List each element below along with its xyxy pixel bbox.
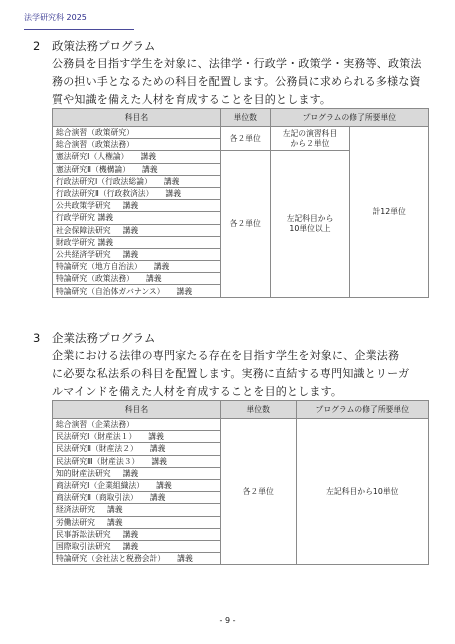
course-name: 民事訴訟法研究 (56, 529, 111, 539)
course-cell (53, 151, 221, 163)
section-2-line-1: 公務員を目指す学生を対象に、法律学・行政学・政策学・実務等、政策法 (52, 57, 422, 70)
table-row (53, 419, 429, 431)
course-name: 総合演習（企業法務） (56, 420, 134, 430)
course-name: 特論研究（会社法と税務会計） (56, 554, 166, 564)
course-name: 行政法研究Ⅱ（行政救済法） (56, 189, 154, 199)
course-cell (53, 528, 221, 540)
section-3-heading (33, 330, 155, 346)
course-cell (53, 431, 221, 443)
requirement-line: 左記の演習科目 (282, 128, 338, 138)
course-cell (53, 467, 221, 479)
course-cell (53, 187, 221, 199)
section-2-description (52, 55, 432, 109)
running-header (24, 12, 134, 30)
section-3-line-1: 企業における法律の専門家たる存在を目指す学生を対象に、企業法務 (52, 349, 400, 362)
course-name: 行政法研究Ⅰ（行政法総論） (56, 176, 152, 186)
table-row (53, 127, 429, 139)
course-name: 財政学研究 講義 (56, 237, 114, 247)
course-cell (53, 492, 221, 504)
requirement-line: から２単位 (290, 138, 330, 148)
course-type: 講義 (176, 286, 193, 296)
course-name: 商法研究Ⅱ（商取引法） (56, 493, 138, 503)
course-cell (53, 175, 221, 187)
requirement-line: 左記科目から (286, 214, 334, 223)
course-name: 社会保障法研究 (56, 225, 111, 235)
course-cell (53, 455, 221, 467)
course-type: 講義 (163, 176, 180, 186)
course-name: 特論研究（地方自治法） (56, 262, 142, 272)
course-name: 憲法研究Ⅰ（人権論） (56, 152, 129, 162)
course-type: 講義 (151, 456, 167, 466)
section-2-title: 政策法務プログラム (51, 39, 156, 53)
course-cell (53, 540, 221, 552)
course-cell (53, 139, 221, 151)
section-2-line-2: 務の担い手となるための科目を配置します。公務員に求められる多様な資 (52, 75, 421, 88)
section-3-line-3: ルマインドを備えた人材を育成することを目的とします。 (52, 385, 343, 398)
section-3-title: 企業法務プログラム (51, 331, 156, 345)
units-cell: 各２単位 (220, 127, 270, 151)
course-cell (53, 273, 221, 285)
table-header-row (53, 109, 429, 127)
course-type: 講義 (149, 444, 166, 454)
section-3-description (52, 347, 432, 401)
header-title: 法学研究科 2025 (24, 13, 87, 22)
course-type: 講義 (153, 262, 170, 272)
section-2-line-3: 質や知識を備えた人材を育成することを目的とします。 (52, 93, 332, 106)
requirement-cell (270, 127, 350, 151)
units-cell: 各２単位 (220, 151, 270, 297)
requirement-cell: 左記科目から10単位 (296, 419, 428, 565)
section-3-number: 3 (33, 331, 41, 345)
course-cell (53, 163, 221, 175)
course-cell (53, 236, 221, 248)
course-name: 行政学研究 講義 (56, 213, 114, 223)
course-cell (53, 212, 221, 224)
course-type: 講義 (140, 152, 157, 162)
page-number: - 9 - (219, 616, 236, 625)
course-type: 講義 (122, 468, 139, 478)
course-type: 講義 (122, 225, 139, 235)
header-course-name: 科目名 (53, 109, 221, 127)
section-2-number: 2 (33, 39, 41, 53)
course-cell (53, 261, 221, 273)
course-name: 憲法研究Ⅱ（機構論） (56, 164, 131, 174)
section-3-course-table (52, 400, 429, 565)
requirement-line: 10単位以上 (289, 224, 331, 233)
course-type: 講義 (106, 517, 123, 527)
requirement-cell (270, 151, 350, 297)
course-name: 民法研究Ⅱ（財産法２） (56, 444, 138, 454)
course-name: 総合演習（政策研究） (56, 128, 134, 138)
course-cell (53, 553, 221, 565)
header-requirement: プログラムの修了所要単位 (296, 401, 428, 419)
course-name: 知的財産法研究 (56, 468, 111, 478)
course-name: 経済法研究 (56, 505, 95, 515)
section-2-heading (33, 38, 155, 54)
section-3-line-2: に必要な私法系の科目を配置します。実務に直結する専門知識とリーガ (52, 367, 410, 380)
course-type: 講義 (148, 432, 164, 442)
course-type: 講義 (122, 201, 139, 211)
course-cell (53, 285, 221, 297)
header-units: 単位数 (220, 109, 270, 127)
course-name: 特論研究（自治体ガバナンス） (56, 286, 165, 296)
course-type: 講義 (122, 529, 139, 539)
section-2-course-table (52, 108, 429, 298)
header-units: 単位数 (220, 401, 296, 419)
course-name: 民法研究Ⅲ（財産法３） (56, 456, 140, 466)
total-units-cell: 計12単位 (350, 127, 429, 298)
course-cell (53, 200, 221, 212)
course-cell (53, 479, 221, 491)
course-name: 総合演習（政策法務） (56, 140, 134, 150)
header-course-name: 科目名 (53, 401, 221, 419)
course-cell (53, 224, 221, 236)
course-type: 講義 (165, 189, 181, 199)
course-cell (53, 516, 221, 528)
course-type: 講義 (149, 493, 166, 503)
course-name: 民法研究Ⅰ（財産法１） (56, 432, 137, 442)
units-cell: 各２単位 (220, 419, 296, 565)
course-name: 公共経済学研究 (56, 249, 111, 259)
course-name: 商法研究Ⅰ（企業組織法） (56, 481, 145, 491)
course-type: 講義 (106, 505, 123, 515)
course-type: 講義 (122, 541, 139, 551)
course-name: 国際取引法研究 (56, 541, 111, 551)
course-name: 公共政策学研究 (56, 201, 111, 211)
course-name: 特論研究（政策法務） (56, 274, 134, 284)
course-cell (53, 248, 221, 260)
course-type: 講義 (142, 164, 158, 174)
course-type: 講義 (156, 481, 172, 491)
course-type: 講義 (177, 554, 193, 564)
course-type: 講義 (122, 249, 139, 259)
header-requirement: プログラムの修了所要単位 (270, 109, 428, 127)
course-cell (53, 419, 221, 431)
course-cell (53, 504, 221, 516)
course-cell (53, 443, 221, 455)
course-type: 講義 (145, 274, 162, 284)
table-header-row (53, 401, 429, 419)
course-cell (53, 127, 221, 139)
course-name: 労働法研究 (56, 517, 95, 527)
